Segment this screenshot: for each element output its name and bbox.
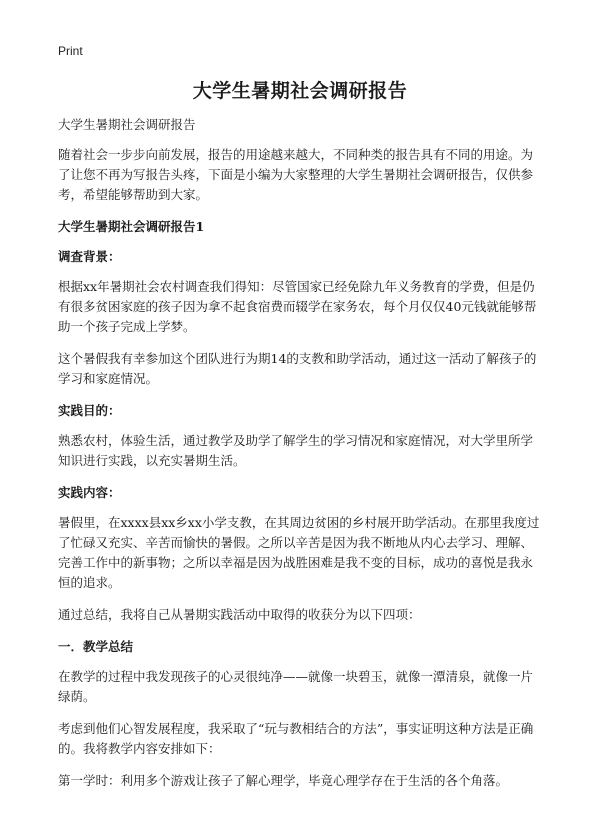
page-title: 大学生暑期社会调研报告 [192, 80, 408, 102]
background-paragraph-1: 根据xx年暑期社会农村调查我们得知：尽管国家已经免除九年义务教育的学费，但是仍有很多贫困家庭的孩子因为拿不起食宿费而辍学在家务农，每个月仅仅40元钱就能够帮助一个孩子完成上学梦。 [58, 279, 537, 334]
content-heading: 实践内容： [58, 485, 121, 500]
intro-paragraph: 随着社会一步步向前发展，报告的用途越来越大，不同种类的报告具有不同的用途。为了让您不再为写报告头疼，下面是小编为大家整理的大学生暑期社会调研报告，仅供参考，希望能够帮助到大家。 [58, 147, 534, 202]
document-subtitle: 大学生暑期社会调研报告 [58, 117, 196, 132]
content-paragraph-2: 通过总结，我将自己从暑期实践活动中取得的收获分为以下四项： [58, 607, 421, 622]
goal-paragraph: 熟悉农村，体验生活，通过教学及助学了解学生的学习情况和家庭情况，对大学里所学知识进行实践，以充实暑期生活。 [58, 433, 534, 468]
section-title: 大学生暑期社会调研报告1 [58, 219, 205, 234]
print-label[interactable]: Print [58, 44, 83, 58]
background-heading: 调查背景： [58, 249, 121, 264]
content-paragraph-1: 暑假里，在xxxx县xx乡xx小学支教，在其周边贫困的乡村展开助学活动。在那里我度过了忙碌又充实、辛苦而愉快的暑假。之所以辛苦是因为我不断地从内心去学习、理解、完善工作中的新事物；之所以幸福是因为战胜困难是我不变的目标，成功的喜悦是我永恒的追求。 [58, 515, 540, 590]
teaching-paragraph-1: 在教学的过程中我发现孩子的心灵很纯净——就像一块碧玉，就像一潭清泉，就像一片绿荫。 [58, 669, 534, 704]
background-paragraph-2: 这个暑假我有幸参加这个团队进行为期14的支教和助学活动，通过这一活动了解孩子的学习和家庭情况。 [58, 351, 537, 386]
teaching-paragraph-3: 第一学时：利用多个游戏让孩子了解心理学，毕竟心理学存在于生活的各个角落。 [58, 773, 509, 788]
teaching-paragraph-2: 考虑到他们心智发展程度，我采取了“玩与教相结合的方法”，事实证明这种方法是正确的。我将教学内容安排如下： [58, 721, 534, 756]
teaching-heading: 一．教学总结 [58, 639, 134, 654]
goal-heading: 实践目的： [58, 403, 121, 418]
